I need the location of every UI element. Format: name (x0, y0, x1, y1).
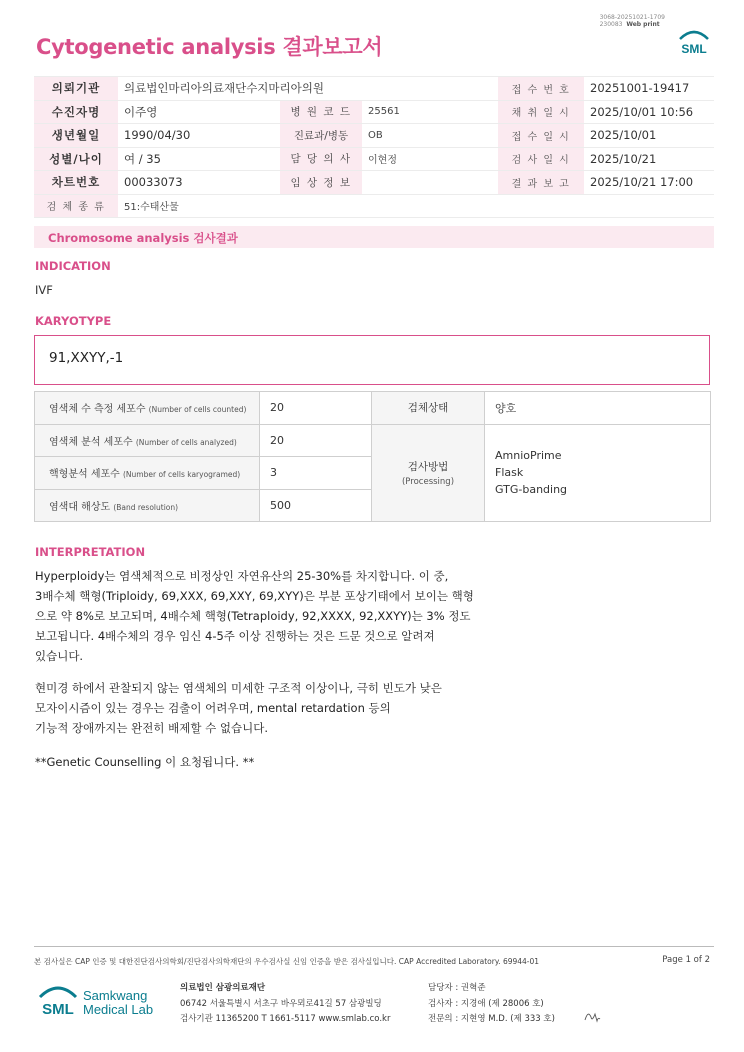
clinical-info-value (362, 171, 498, 195)
patient-label: 수진자명 (34, 100, 118, 124)
signature-icon (583, 1008, 601, 1024)
karyotype-value: 91,XXYY,-1 (49, 350, 124, 366)
genetic-counselling-note: **Genetic Counselling 이 요청됩니다. ** (35, 755, 255, 769)
interpretation-heading: INTERPRETATION (35, 545, 146, 559)
staff-info (428, 981, 555, 1028)
organization-info (180, 981, 390, 1028)
collected-label: 채 취 일 시 (498, 100, 584, 124)
institution-value: 의료법인마리아의료재단수지마리아의원 (118, 77, 498, 101)
cells-karyogramed-value: 3 (260, 457, 372, 490)
cap-accreditation-note: 본 검사실은 CAP 인증 및 대한진단검사의학회/진단검사의학재단의 우수검사실 신임 인증을 받은 검사실입니다. CAP Accredited Laboratory. 69944-01 (34, 957, 540, 966)
cells-analyzed-value: 20 (260, 424, 372, 457)
cells-karyogramed-label: 핵형분석 세포수 (Number of cells karyogramed) (35, 457, 260, 490)
interpretation-paragraph-1: Hyperploidy는 염색체적으로 비정상인 자연유산의 25-30%를 차지합니다. 이 중, 3배수체 핵형(Triploidy, 69,XXX, 69,XXY, 69,XYY)은 부분 포상기태에서 보이는 핵형 으로 약 8%로 보고되며, 4배수체 핵형(Tetraploidy, 92,XXXX, 92,XXYY)는 3% 정도 보고됩니다. 4배수체의 경우 임신 4-5주 이상 진행하는 것은 드문 것으로 알려져 있습니다. (35, 569, 474, 663)
specimen-label: 검 체 종 류 (34, 194, 118, 218)
tested-label: 검 사 일 시 (498, 147, 584, 171)
received-label: 접 수 일 시 (498, 124, 584, 148)
page-title: Cytogenetic analysis 결과보고서 (36, 35, 383, 59)
method-item: Flask (495, 466, 524, 480)
samkwang-logo-text: SML (42, 1001, 74, 1018)
cells-row (35, 424, 711, 457)
collected-value: 2025/10/01 10:56 (584, 100, 714, 124)
interpretation-paragraph-2: 현미경 하에서 관찰되지 않는 염색체의 미세한 구조적 이상이나, 극히 빈도가 낮은 모자이시즘이 있는 경우는 검출이 어려우며, mental retardation 등의 기능적 장애까지는 완전히 배제할 수 없습니다. (35, 681, 442, 735)
karyotype-box (34, 335, 710, 385)
tested-value: 2025/10/21 (584, 147, 714, 171)
document-code-line1: 3068-20251021-1709 (599, 14, 665, 21)
section-title: Chromosome analysis 검사결과 (48, 231, 238, 245)
dept-label: 진료과/병동 (280, 124, 362, 148)
staff-tester: 검사자 : 지경애 (제 28006 호) (428, 998, 544, 1009)
doctor-value: 이현정 (362, 147, 498, 171)
dob-value: 1990/04/30 (118, 124, 280, 148)
page-number: Page 1 of 2 (662, 955, 710, 965)
organization-address: 06742 서울특별시 서초구 바우뫼로41길 57 삼광빌딩 (180, 998, 382, 1009)
sex-age-label: 성별/나이 (34, 147, 118, 171)
method-value (485, 424, 711, 522)
sml-logo-text: SML (681, 42, 707, 56)
cells-table (34, 391, 711, 522)
chart-no-label: 차트번호 (34, 171, 118, 195)
cells-counted-label: 염색체 수 측정 세포수 (Number of cells counted) (35, 392, 260, 425)
info-row (34, 147, 714, 171)
patient-info-table (34, 76, 714, 218)
band-resolution-value: 500 (260, 489, 372, 522)
lab-name: Samkwang Medical Lab (83, 988, 154, 1017)
dept-value: OB (362, 124, 498, 148)
receipt-no-value: 20251001-19417 (584, 77, 714, 101)
dob-label: 생년월일 (34, 124, 118, 148)
institution-label: 의뢰기관 (34, 77, 118, 101)
organization-name: 의료법인 삼광의료재단 (180, 983, 266, 993)
karyotype-heading: KARYOTYPE (35, 314, 112, 328)
staff-specialist: 전문의 : 지현영 M.D. (제 333 호) (428, 1014, 555, 1024)
specimen-status-label: 검체상태 (372, 392, 485, 425)
cells-counted-value: 20 (260, 392, 372, 425)
info-row (34, 194, 714, 218)
info-row (34, 171, 714, 195)
method-item: GTG-banding (495, 483, 568, 497)
sml-logo-icon (676, 26, 712, 62)
document-code-id: 230083 (599, 21, 623, 28)
footer-divider (34, 946, 714, 947)
web-print-label: Web print (626, 21, 660, 28)
organization-contact: 검사기관 11365200 T 1661-5117 www.smlab.co.kr (180, 1014, 391, 1024)
receipt-no-label: 접 수 번 호 (498, 77, 584, 101)
specimen-value: 51:수태산물 (118, 194, 714, 218)
hospital-code-value: 25561 (362, 100, 498, 124)
hospital-code-label: 병 원 코 드 (280, 100, 362, 124)
sex-age-value: 여 / 35 (118, 147, 280, 171)
samkwang-logo-icon (37, 981, 79, 1023)
reported-label: 결 과 보 고 (498, 171, 584, 195)
cells-row (35, 392, 711, 425)
reported-value: 2025/10/21 17:00 (584, 171, 714, 195)
indication-heading: INDICATION (35, 259, 111, 273)
clinical-info-label: 임 상 정 보 (280, 171, 362, 195)
patient-value: 이주영 (118, 100, 280, 124)
doctor-label: 담 당 의 사 (280, 147, 362, 171)
document-code (600, 14, 665, 28)
info-row (34, 77, 714, 101)
section-header (34, 226, 714, 248)
info-row (34, 124, 714, 148)
specimen-status-value: 양호 (485, 392, 711, 425)
method-label: 검사방법 (Processing) (372, 424, 485, 522)
staff-manager: 담당자 : 권혁준 (428, 983, 486, 993)
cells-analyzed-label: 염색체 분석 세포수 (Number of cells analyzed) (35, 424, 260, 457)
method-item: AmnioPrime (495, 449, 562, 463)
band-resolution-label: 염색대 해상도 (Band resolution) (35, 489, 260, 522)
received-value: 2025/10/01 (584, 124, 714, 148)
indication-value: IVF (35, 283, 53, 297)
chart-no-value: 00033073 (118, 171, 280, 195)
info-row (34, 100, 714, 124)
